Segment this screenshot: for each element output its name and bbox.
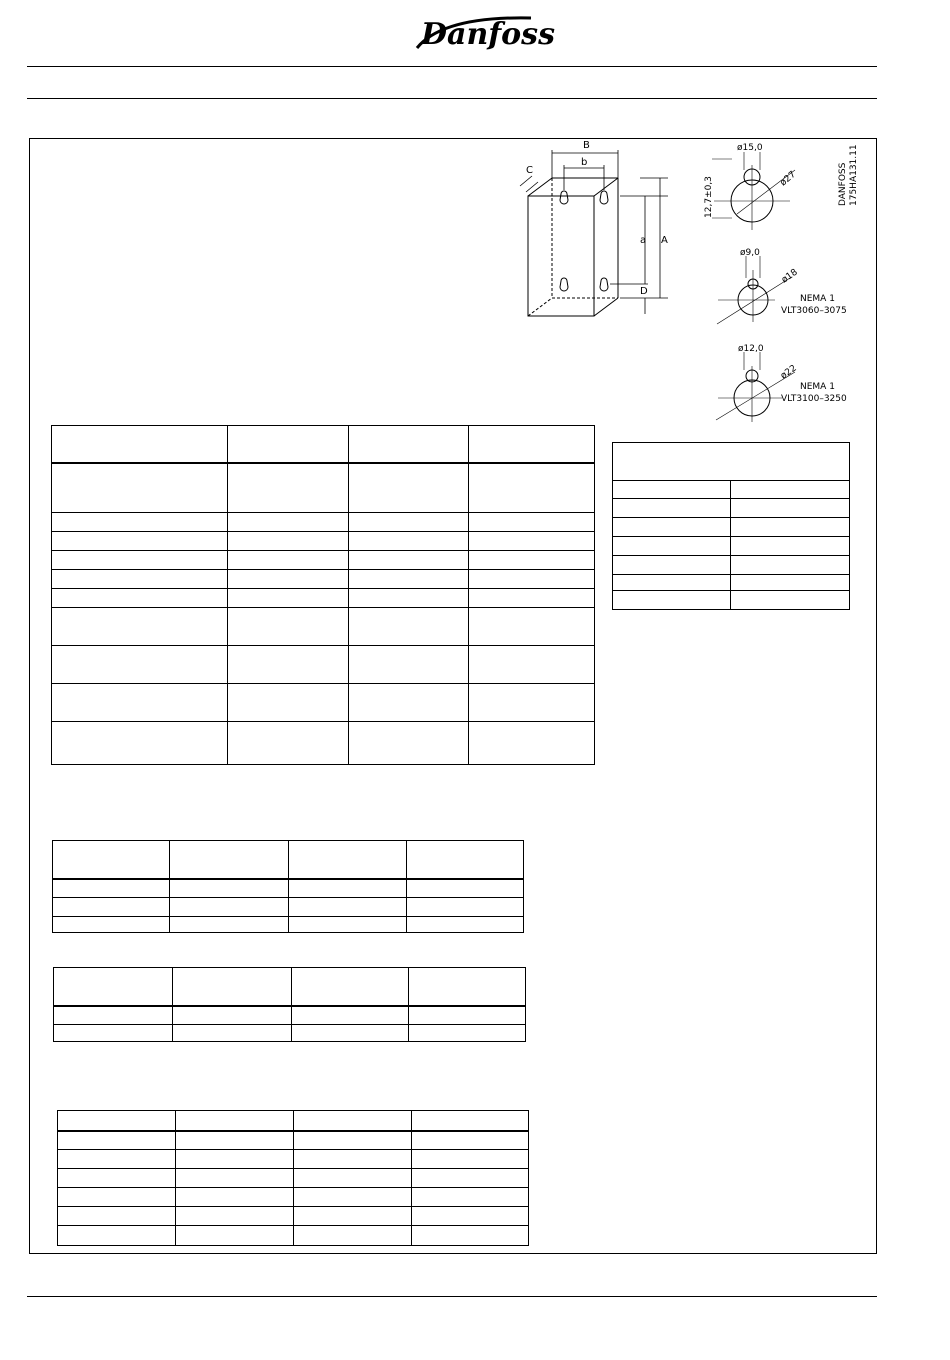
danfoss-logo: [413, 10, 555, 54]
table-cell: [412, 1131, 529, 1150]
hole-detail-2: [717, 256, 790, 324]
table-cell: [173, 1006, 292, 1025]
table-cell: [54, 968, 173, 1006]
hole3-enclosure: NEMA 1: [800, 382, 835, 392]
drawing-ref-line1: DANFOSS: [838, 162, 848, 206]
side-table: [612, 442, 850, 610]
table-cell: [731, 591, 850, 610]
drawing-ref-line2: 175HA131.11: [849, 144, 859, 206]
table-cell: [54, 1025, 173, 1042]
table-row: [52, 532, 595, 551]
table-cell: [469, 646, 595, 684]
table-cell: [731, 499, 850, 518]
table-cell: [412, 1111, 529, 1131]
table-row: [58, 1226, 529, 1246]
table-cell: [412, 1207, 529, 1226]
table-cell: [731, 537, 850, 556]
table-cell: [58, 1188, 176, 1207]
table-cell: [349, 722, 469, 765]
table-cell: [170, 898, 289, 917]
table-cell: [292, 1025, 409, 1042]
mounting-drawing: [500, 138, 876, 428]
table-row: [58, 1169, 529, 1188]
dim-label-b: b: [581, 157, 588, 168]
table-cell: [349, 608, 469, 646]
table-cell: [613, 499, 731, 518]
table-cell: [173, 968, 292, 1006]
table-cell: [294, 1111, 412, 1131]
table-cell: [173, 1025, 292, 1042]
table-cell: [412, 1226, 529, 1246]
table-cell: [228, 426, 349, 463]
table-row: [58, 1150, 529, 1169]
table-header-row: [52, 426, 595, 463]
table-cell: [613, 575, 731, 591]
table-cell: [52, 722, 228, 765]
hole3-models: VLT3100–3250: [781, 394, 847, 404]
table-cell: [731, 556, 850, 575]
table-cell: [52, 532, 228, 551]
table-row: [613, 556, 850, 575]
table-row: [54, 1006, 526, 1025]
table-cell: [412, 1150, 529, 1169]
table-cell: [294, 1188, 412, 1207]
table-cell: [469, 684, 595, 722]
table-cell: [469, 570, 595, 589]
table-cell: [228, 463, 349, 513]
table-cell: [613, 443, 850, 481]
footer-rule: [27, 1296, 877, 1297]
dimensions-table: [51, 425, 595, 765]
logo-text: Danfoss: [421, 17, 555, 52]
table-cell: [412, 1188, 529, 1207]
table-4: [53, 967, 526, 1042]
hole-detail-1: [712, 152, 795, 230]
table-cell: [469, 513, 595, 532]
table-cell: [58, 1169, 176, 1188]
table-row: [613, 575, 850, 591]
table-cell: [349, 589, 469, 608]
table-row: [53, 898, 524, 917]
table-cell: [294, 1226, 412, 1246]
hole2-hole-dia: ø18: [779, 267, 800, 286]
table-row: [52, 570, 595, 589]
table-cell: [469, 551, 595, 570]
table-cell: [228, 684, 349, 722]
table-cell: [176, 1226, 294, 1246]
table-cell: [52, 684, 228, 722]
table-cell: [469, 589, 595, 608]
table-cell: [349, 463, 469, 513]
table-cell: [349, 551, 469, 570]
table-cell: [228, 722, 349, 765]
table-cell: [469, 426, 595, 463]
hole-detail-3: [716, 352, 795, 422]
table-cell: [409, 1006, 526, 1025]
table-row: [52, 551, 595, 570]
hole2-enclosure: NEMA 1: [800, 294, 835, 304]
table-cell: [52, 463, 228, 513]
table-row: [52, 646, 595, 684]
keyhole-slots: [560, 191, 608, 291]
table-cell: [349, 570, 469, 589]
table-cell: [170, 879, 289, 898]
hole1-offset: 12,7±0,3: [704, 176, 714, 218]
table-cell: [58, 1226, 176, 1246]
table-cell: [52, 551, 228, 570]
table-row: [613, 518, 850, 537]
table-cell: [294, 1207, 412, 1226]
table-cell: [469, 722, 595, 765]
table-cell: [53, 841, 170, 879]
table-cell: [176, 1131, 294, 1150]
table-cell: [170, 917, 289, 933]
table-row: [52, 608, 595, 646]
table-cell: [407, 879, 524, 898]
table-cell: [469, 608, 595, 646]
table-cell: [52, 513, 228, 532]
table-row: [613, 591, 850, 610]
table-cell: [731, 518, 850, 537]
table-cell: [613, 591, 731, 610]
table-cell: [469, 532, 595, 551]
table-cell: [409, 1025, 526, 1042]
table-cell: [53, 917, 170, 933]
table-cell: [176, 1188, 294, 1207]
table-row: [613, 499, 850, 518]
hole3-slot-dia: ø12,0: [738, 344, 764, 354]
table-cell: [52, 608, 228, 646]
table-cell: [294, 1169, 412, 1188]
table-row: [54, 1025, 526, 1042]
table-cell: [407, 917, 524, 933]
table-cell: [58, 1131, 176, 1150]
table-cell: [289, 898, 407, 917]
table-cell: [228, 551, 349, 570]
table-cell: [54, 1006, 173, 1025]
table-cell: [289, 917, 407, 933]
table-cell: [613, 518, 731, 537]
table-header-row: [58, 1111, 529, 1131]
table-cell: [349, 684, 469, 722]
hole1-hole-dia: ø27: [778, 169, 798, 189]
table-cell: [58, 1111, 176, 1131]
table-cell: [170, 841, 289, 879]
table-5: [57, 1110, 529, 1246]
table-cell: [613, 537, 731, 556]
table-cell: [412, 1169, 529, 1188]
header-rule-top: [27, 66, 877, 67]
table-header-row: [613, 443, 850, 481]
table-cell: [58, 1207, 176, 1226]
table-cell: [731, 481, 850, 499]
cabinet-outline: [528, 178, 618, 316]
hole2-models: VLT3060–3075: [781, 306, 847, 316]
table-cell: [349, 646, 469, 684]
table-cell: [228, 532, 349, 551]
table-row: [52, 589, 595, 608]
table-cell: [53, 898, 170, 917]
dim-label-C: C: [526, 165, 533, 176]
table-cell: [52, 426, 228, 463]
table-row: [613, 537, 850, 556]
table-row: [613, 481, 850, 499]
table-row: [52, 513, 595, 532]
table-cell: [407, 841, 524, 879]
table-cell: [407, 898, 524, 917]
hole3-hole-dia: ø22: [778, 363, 799, 382]
hole2-slot-dia: ø9,0: [740, 248, 760, 258]
table-row: [53, 917, 524, 933]
table-cell: [292, 968, 409, 1006]
dim-label-B: B: [583, 140, 590, 151]
table-cell: [409, 968, 526, 1006]
table-cell: [349, 513, 469, 532]
table-cell: [176, 1111, 294, 1131]
dim-label-D: D: [640, 286, 648, 297]
table-cell: [52, 646, 228, 684]
table-row: [58, 1131, 529, 1150]
table-cell: [228, 608, 349, 646]
table-3: [52, 840, 524, 933]
table-cell: [349, 426, 469, 463]
table-cell: [52, 570, 228, 589]
table-row: [53, 879, 524, 898]
table-cell: [613, 481, 731, 499]
table-header-row: [53, 841, 524, 879]
table-cell: [228, 513, 349, 532]
table-row: [52, 722, 595, 765]
table-cell: [289, 879, 407, 898]
table-header-row: [54, 968, 526, 1006]
table-row: [52, 684, 595, 722]
table-cell: [731, 575, 850, 591]
table-cell: [469, 463, 595, 513]
table-row: [58, 1188, 529, 1207]
table-cell: [228, 589, 349, 608]
table-cell: [176, 1150, 294, 1169]
header-rule-bottom: [27, 98, 877, 99]
dim-label-a: a: [640, 235, 647, 246]
table-cell: [294, 1131, 412, 1150]
table-cell: [292, 1006, 409, 1025]
table-cell: [52, 589, 228, 608]
table-cell: [176, 1169, 294, 1188]
table-cell: [228, 570, 349, 589]
table-cell: [228, 646, 349, 684]
table-cell: [613, 556, 731, 575]
table-cell: [349, 532, 469, 551]
table-cell: [176, 1207, 294, 1226]
table-cell: [294, 1150, 412, 1169]
dim-label-A: A: [661, 235, 668, 246]
hole1-slot-dia: ø15,0: [737, 143, 763, 153]
table-cell: [53, 879, 170, 898]
table-row: [52, 463, 595, 513]
table-row: [58, 1207, 529, 1226]
table-cell: [58, 1150, 176, 1169]
table-cell: [289, 841, 407, 879]
